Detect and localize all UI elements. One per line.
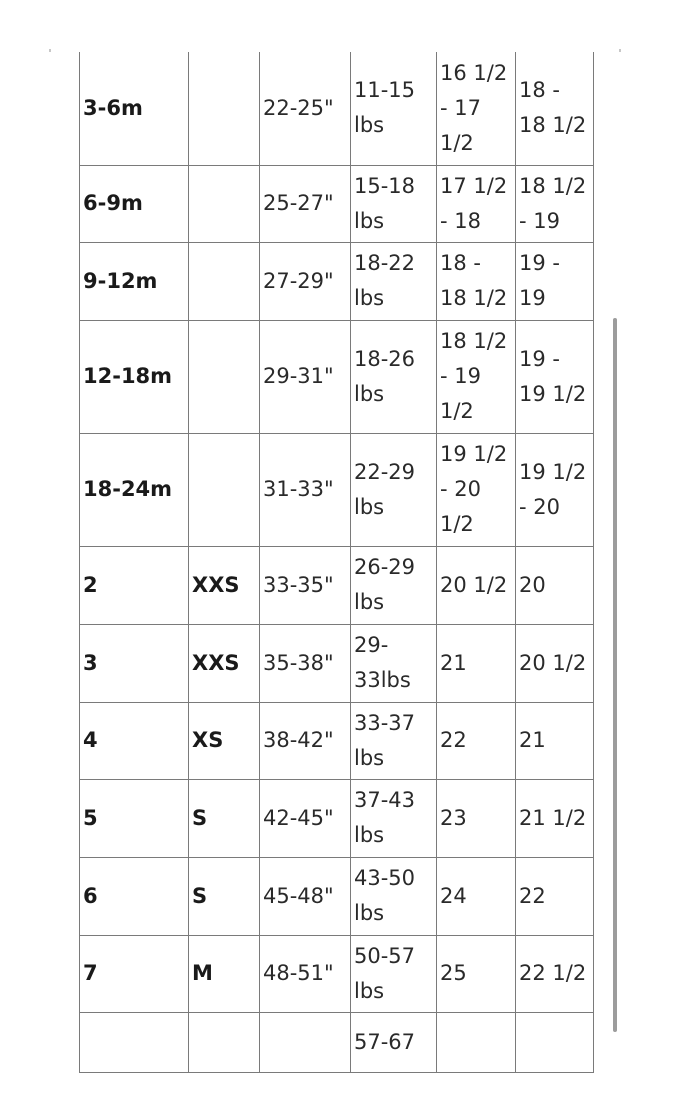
weight-cell: 26-29 lbs — [351, 546, 437, 624]
alpha-size-cell: S — [189, 857, 260, 935]
measure-cell: 19 1/2 - 20 — [516, 433, 594, 546]
size-cell: 6 — [80, 857, 189, 935]
weight-cell: 29- 33lbs — [351, 624, 437, 702]
table-row — [80, 1012, 594, 1072]
size-cell: 18-24m — [80, 433, 189, 546]
table-row — [80, 779, 594, 857]
measure-cell: 21 — [516, 702, 594, 779]
alpha-size-cell: XXS — [189, 546, 260, 624]
table-row — [80, 52, 594, 165]
measure-cell: 21 — [437, 624, 516, 702]
size-cell: 12-18m — [80, 320, 189, 433]
weight-cell: 18-22 lbs — [351, 242, 437, 320]
weight-cell: 15-18 lbs — [351, 165, 437, 242]
height-cell: 48-51" — [260, 935, 351, 1012]
height-cell: 31-33" — [260, 433, 351, 546]
table-row — [80, 702, 594, 779]
size-chart-table — [79, 52, 594, 1073]
measure-cell: 23 — [437, 779, 516, 857]
corner-mark — [49, 49, 51, 52]
size-cell: 3-6m — [80, 52, 189, 165]
measure-cell: 20 — [516, 546, 594, 624]
size-cell: 7 — [80, 935, 189, 1012]
alpha-size-cell — [189, 320, 260, 433]
measure-cell: 20 1/2 — [437, 546, 516, 624]
measure-cell: 22 — [437, 702, 516, 779]
measure-cell: 21 1/2 — [516, 779, 594, 857]
alpha-size-cell — [189, 165, 260, 242]
scrollbar-thumb[interactable] — [613, 318, 617, 1032]
height-cell: 22-25" — [260, 52, 351, 165]
measure-cell: 19 - 19 — [516, 242, 594, 320]
table-row — [80, 935, 594, 1012]
measure-cell: 18 - 18 1/2 — [516, 52, 594, 165]
weight-cell: 33-37 lbs — [351, 702, 437, 779]
weight-cell: 18-26 lbs — [351, 320, 437, 433]
alpha-size-cell: M — [189, 935, 260, 1012]
weight-cell: 43-50 lbs — [351, 857, 437, 935]
size-cell: 5 — [80, 779, 189, 857]
alpha-size-cell: S — [189, 779, 260, 857]
alpha-size-cell — [189, 1012, 260, 1072]
size-chart-body — [80, 52, 594, 1072]
height-cell: 33-35" — [260, 546, 351, 624]
size-cell: 4 — [80, 702, 189, 779]
measure-cell: 20 1/2 — [516, 624, 594, 702]
height-cell: 35-38" — [260, 624, 351, 702]
corner-mark — [619, 49, 621, 52]
height-cell: 45-48" — [260, 857, 351, 935]
measure-cell: 18 1/2 - 19 1/2 — [437, 320, 516, 433]
table-row — [80, 242, 594, 320]
height-cell: 38-42" — [260, 702, 351, 779]
measure-cell: 17 1/2 - 18 — [437, 165, 516, 242]
alpha-size-cell: XXS — [189, 624, 260, 702]
size-cell: 3 — [80, 624, 189, 702]
size-cell: 6-9m — [80, 165, 189, 242]
table-row — [80, 624, 594, 702]
measure-cell: 22 1/2 — [516, 935, 594, 1012]
weight-cell: 22-29 lbs — [351, 433, 437, 546]
table-row — [80, 546, 594, 624]
height-cell: 42-45" — [260, 779, 351, 857]
alpha-size-cell — [189, 242, 260, 320]
size-cell: 9-12m — [80, 242, 189, 320]
measure-cell: 19 - 19 1/2 — [516, 320, 594, 433]
measure-cell: 16 1/2 - 17 1/2 — [437, 52, 516, 165]
size-cell — [80, 1012, 189, 1072]
size-cell: 2 — [80, 546, 189, 624]
weight-cell: 37-43 lbs — [351, 779, 437, 857]
alpha-size-cell — [189, 52, 260, 165]
height-cell: 29-31" — [260, 320, 351, 433]
measure-cell: 22 — [516, 857, 594, 935]
measure-cell — [437, 1012, 516, 1072]
alpha-size-cell: XS — [189, 702, 260, 779]
measure-cell — [516, 1012, 594, 1072]
weight-cell: 50-57 lbs — [351, 935, 437, 1012]
measure-cell: 19 1/2 - 20 1/2 — [437, 433, 516, 546]
table-row — [80, 165, 594, 242]
weight-cell: 57-67 — [351, 1012, 437, 1072]
height-cell: 25-27" — [260, 165, 351, 242]
alpha-size-cell — [189, 433, 260, 546]
measure-cell: 18 1/2 - 19 — [516, 165, 594, 242]
table-row — [80, 320, 594, 433]
height-cell — [260, 1012, 351, 1072]
measure-cell: 18 - 18 1/2 — [437, 242, 516, 320]
height-cell: 27-29" — [260, 242, 351, 320]
table-row — [80, 857, 594, 935]
measure-cell: 25 — [437, 935, 516, 1012]
measure-cell: 24 — [437, 857, 516, 935]
weight-cell: 11-15 lbs — [351, 52, 437, 165]
table-row — [80, 433, 594, 546]
